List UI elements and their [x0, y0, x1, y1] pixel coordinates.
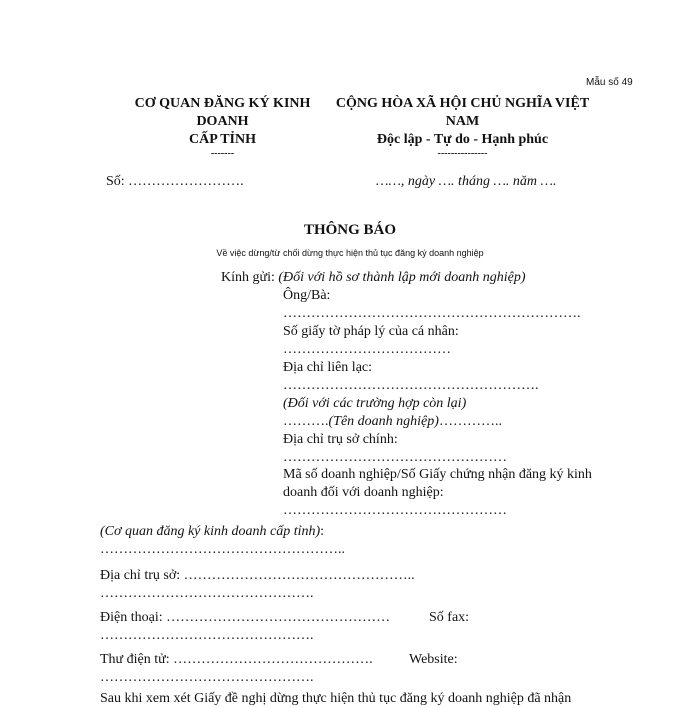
company-name-suffix: ………….. [438, 414, 502, 429]
website-label: Website: [409, 652, 458, 667]
email-label: Thư điện tử: [100, 652, 174, 667]
head-office-dots: ………………………………………… [283, 450, 507, 465]
agency-name-placeholder: (Cơ quan đăng ký kinh doanh cấp tỉnh) [100, 524, 321, 539]
tax-code-label-2: doanh đối với doanh nghiệp: [283, 485, 444, 500]
agency-address-line [100, 567, 415, 585]
phone-dots-2: ………………………………………. [100, 628, 314, 643]
company-name-line [283, 413, 502, 431]
legal-doc-label: Số giấy tờ pháp lý của cá nhân: [283, 324, 459, 339]
phone-dots: ………………………………………… [166, 610, 391, 625]
agency-line-1: CƠ QUAN ĐĂNG KÝ KINH [134, 96, 311, 111]
tax-code-dots: ………………………………………… [283, 503, 507, 518]
company-name-prefix: ………. [283, 414, 329, 429]
agency-email-line [100, 651, 373, 669]
agency-name-dots: …………………………………………….. [100, 542, 345, 557]
issuing-agency-header [90, 95, 355, 159]
recipient-prefix-line [221, 269, 526, 287]
agency-address-dots: ………………………………………….. [183, 568, 415, 583]
agency-phone-label [100, 609, 390, 627]
agency-line-2: DOANH [196, 114, 249, 129]
contact-address-dots: ………………………………………………. [283, 378, 539, 393]
republic-line-1: CỘNG HÒA XÃ HỘI CHỦ NGHĨA VIỆT [335, 96, 590, 111]
company-name-placeholder: (Tên doanh nghiệp) [328, 414, 439, 429]
national-header [320, 95, 605, 159]
contact-address-label: Địa chỉ liên lạc: [283, 360, 373, 375]
mr-mrs-dots: ………………………………………………………. [283, 306, 581, 321]
agency-line-3: CẤP TỈNH [188, 132, 257, 147]
body-text-cutoff: Sau khi xem xét Giấy đề nghị dừng thực hiện thủ tục đăng ký doanh nghiệp đã nhận [100, 691, 572, 706]
recipient-prefix: Kính gửi: [221, 270, 279, 285]
republic-line-2: NAM [445, 114, 480, 129]
motto-divider: --------------- [437, 148, 488, 159]
document-title: THÔNG BÁO [303, 222, 397, 238]
head-office-label: Địa chỉ trụ sở chính: [283, 432, 398, 447]
agency-address-label: Địa chỉ trụ sở: [100, 568, 184, 583]
phone-label: Điện thoại: [100, 610, 167, 625]
tax-code-label-1: Mã số doanh nghiệp/Số Giấy chứng nhận đăng ký kinh [283, 467, 592, 482]
document-subtitle: Về việc dừng/từ chối dừng thực hiện thủ tục đăng ký doanh nghiệp [216, 248, 484, 258]
form-number: Mẫu số 49 [586, 77, 633, 88]
mr-mrs-label: Ông/Bà: [283, 288, 331, 303]
email-dots: ……………………………………. [173, 652, 373, 667]
document-date: ……, ngày …. tháng …. năm …. [376, 174, 557, 189]
fax-label: Số fax: [429, 610, 470, 625]
document-number: Số: ……………………. [106, 174, 244, 189]
agency-address-dots-2: ………………………………………. [100, 586, 314, 601]
agency-name-line [100, 523, 324, 541]
agency-name-colon: : [320, 524, 325, 539]
agency-divider: ------- [210, 148, 235, 159]
national-motto: Độc lập - Tự do - Hạnh phúc [376, 132, 549, 147]
recipient-case-new: (Đối với hồ sơ thành lập mới doanh nghiệp) [278, 270, 526, 285]
legal-doc-dots: ……………………………… [283, 342, 451, 357]
email-dots-2: ………………………………………. [100, 670, 314, 685]
recipient-case-other: (Đối với các trường hợp còn lại) [283, 396, 467, 411]
